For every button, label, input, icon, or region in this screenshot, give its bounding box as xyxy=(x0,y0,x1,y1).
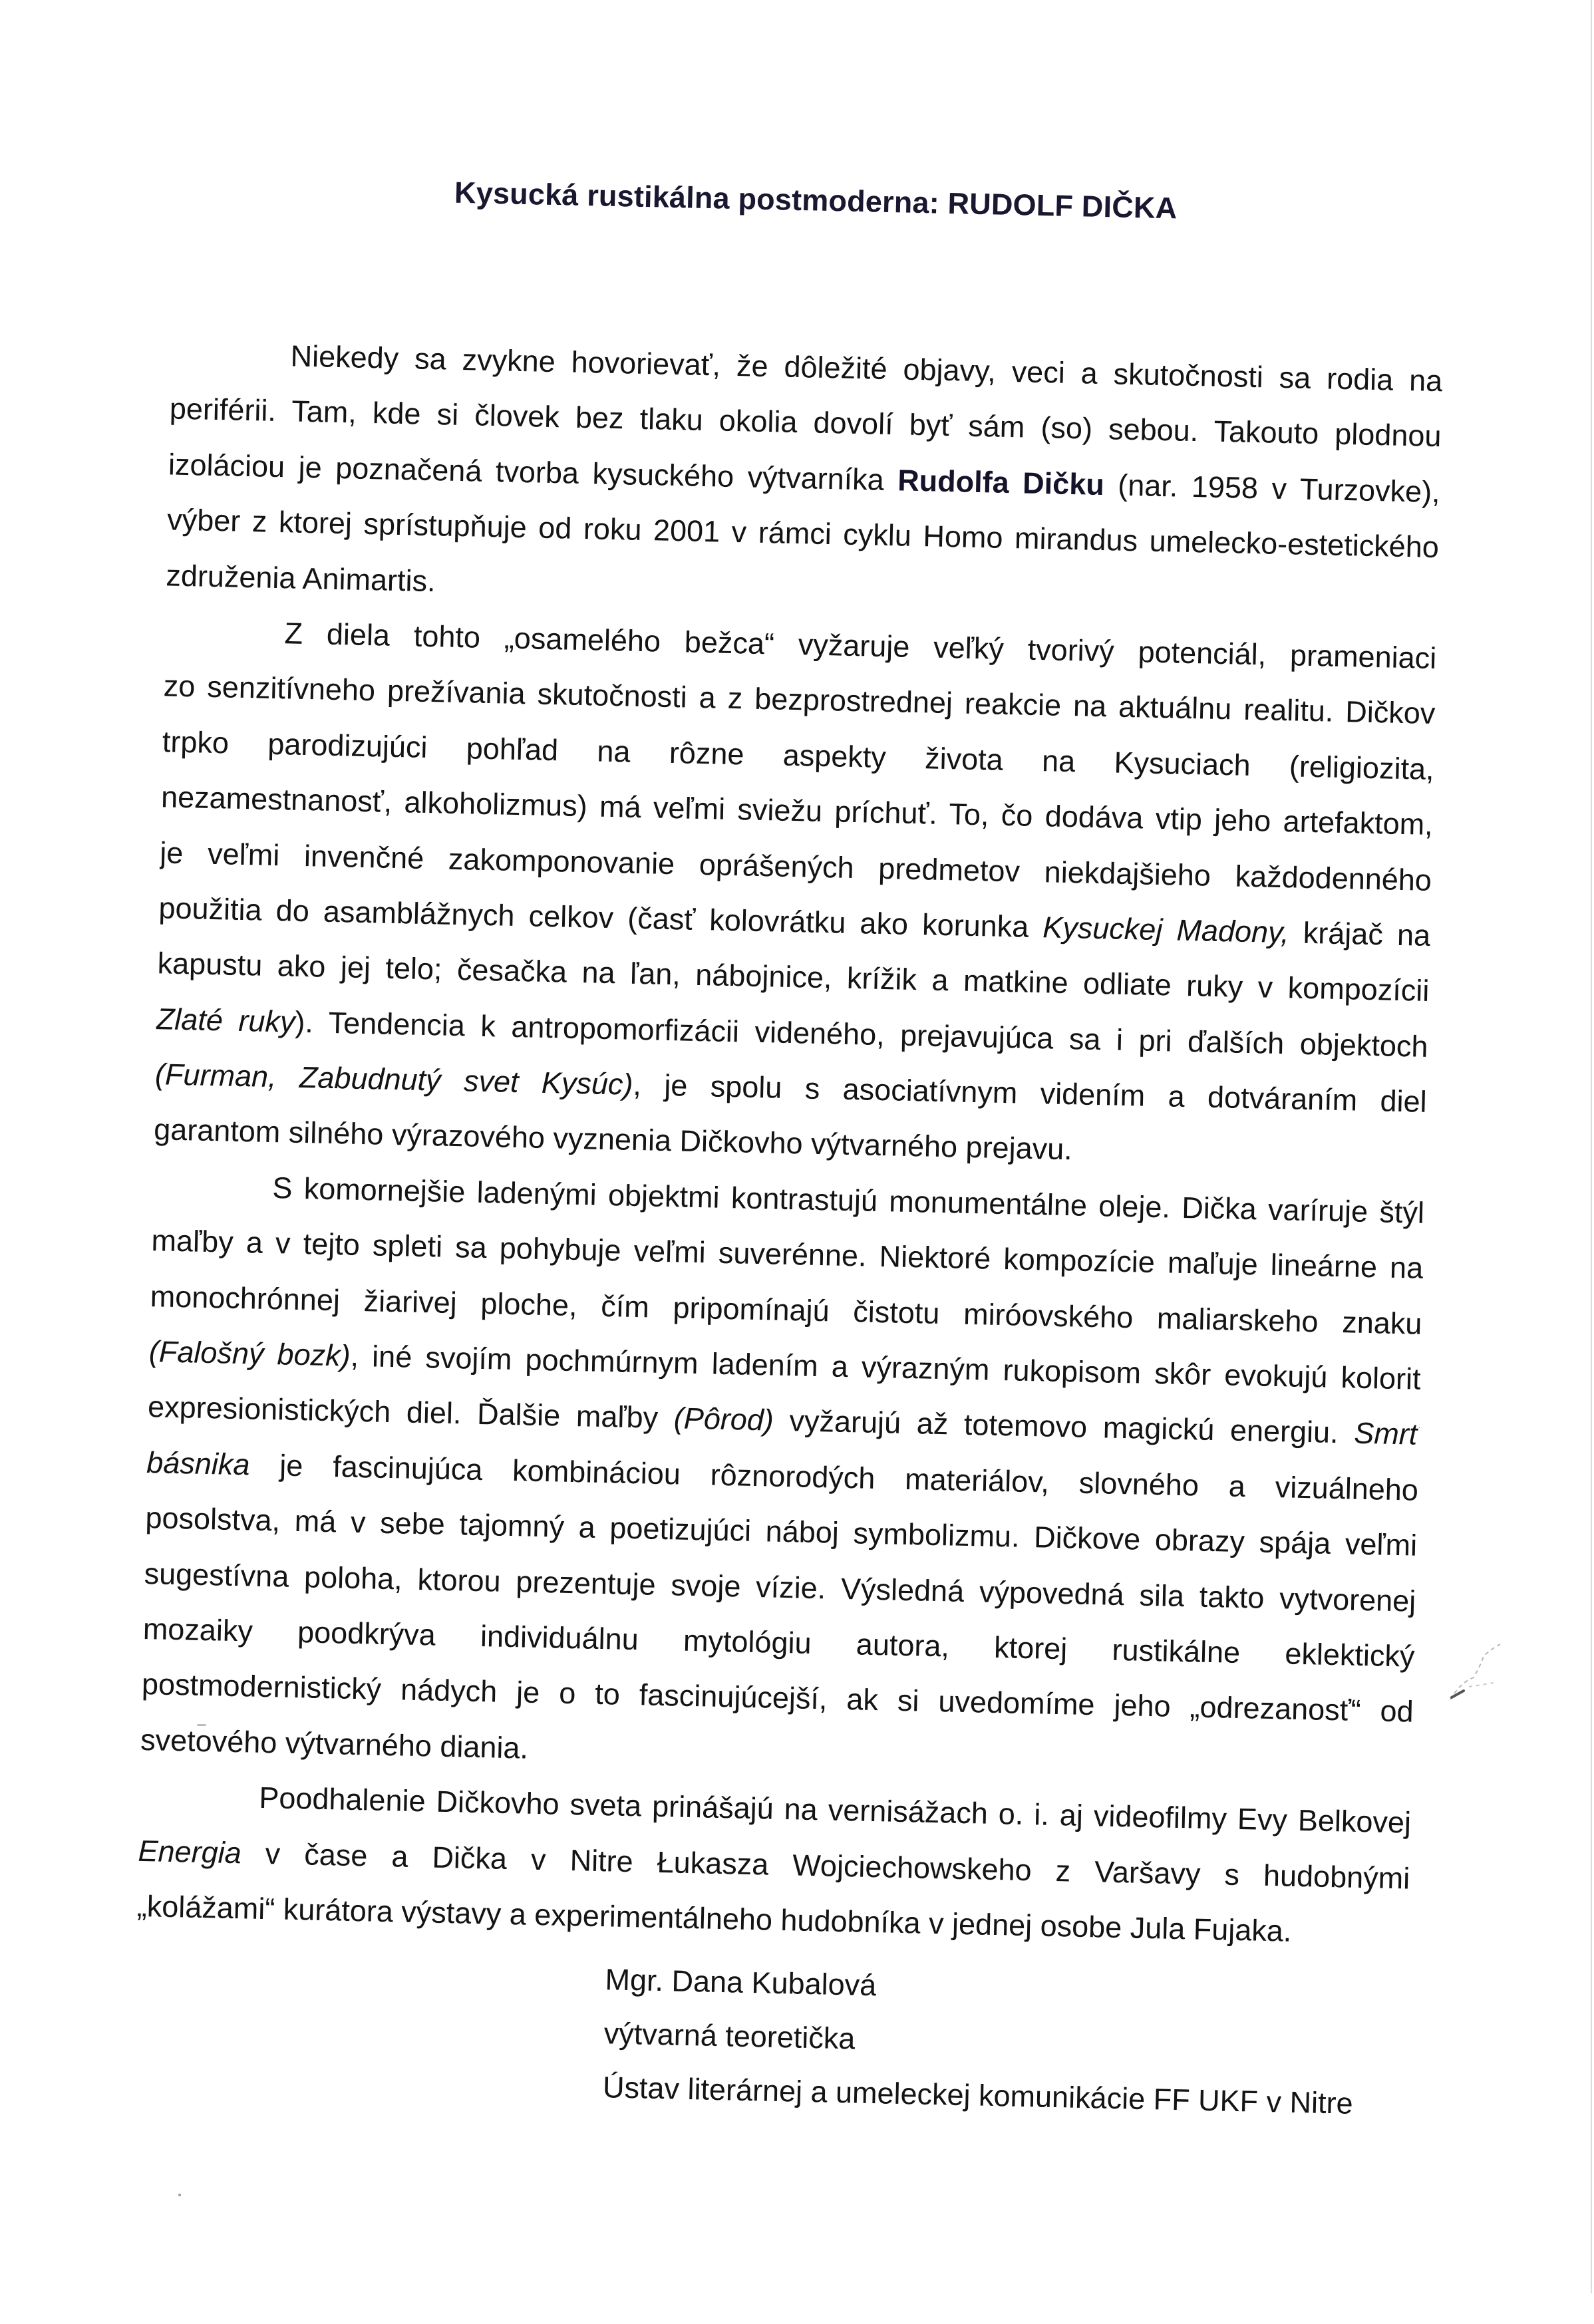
text-run: mozaiky poodkrýva individuálnu mytológiu autora, ktorej rustikálne eklektický xyxy=(142,1611,1416,1673)
text-run: ). Tendencia k antropomorfizácii videného, prejavujúca sa i pri ďalších objektoch xyxy=(294,1004,1429,1064)
text-run: Poodhalenie Dičkovho sveta prinášajú na vernisážach o. i. aj videofilmy Evy Belkovej xyxy=(258,1780,1412,1840)
artwork-title: Zlaté ruky xyxy=(156,1001,296,1039)
text-run: monochrónnej žiarivej ploche, čím pripomínajú čistotu miróovského maliarskeho znaku xyxy=(150,1278,1422,1341)
text-run: výber z ktorej sprístupňuje od roku 2001 v rámci cyklu Homo mirandus umelecko-estetického xyxy=(166,502,1440,565)
text-run: krájač na xyxy=(1289,915,1431,952)
text-run: je fascinujúca kombináciou rôznorodých materiálov, slovného a vizuálneho xyxy=(249,1447,1419,1507)
text-run: Z diela tohto „osamelého bežca“ vyžaruje veľký tvorivý potenciál, prameniaci xyxy=(284,616,1437,675)
document-title: Kysucká rustikálna postmoderna: RUDOLF DIČKA xyxy=(454,175,1178,225)
artwork-title: básnika xyxy=(146,1445,250,1482)
text-run: periférii. Tam, kde si človek bez tlaku okolia dovolí byť sám (so) sebou. Takouto plodnou xyxy=(169,391,1442,454)
text-run: , iné svojím pochmúrnym ladením a výrazným rukopisom skôr evokujú kolorit xyxy=(350,1338,1422,1396)
paragraph xyxy=(140,1157,1425,1795)
text-run: nezamestnanosť, alkoholizmus) má veľmi sviežu príchuť. To, čo dodáva vtip jeho artefaktom, xyxy=(160,780,1434,842)
text-run: v čase a Dička v Nitre Łukasza Wojciechowskeho z Varšavy s hudobnými xyxy=(241,1835,1410,1896)
text-run: S komornejšie ladenými objektmi kontrastujú monumentálne oleje. Dička varíruje štýl xyxy=(271,1170,1425,1230)
artwork-title: Energia xyxy=(138,1833,242,1870)
author-name: Mgr. Dana Kubalová xyxy=(605,1962,877,2003)
text-run: (nar. 1958 v Turzovke), xyxy=(1104,467,1441,509)
artist-name: Rudolfa Dičku xyxy=(897,463,1105,502)
paragraph xyxy=(153,603,1437,1185)
artwork-title: Kysuckej Madony, xyxy=(1042,910,1290,950)
text-run: trpko parodizujúci pohľad na rôzne aspekty života na Kysuciach (religiozita, xyxy=(162,724,1435,786)
text-run: kapustu ako jej telo; česačka na ľan, nábojnice, krížik a matkine odliate ruky v kompozícii xyxy=(157,946,1430,1008)
paragraph xyxy=(136,1767,1412,1961)
text-run: združenia Animartis. xyxy=(165,557,436,598)
text-run: posolstva, má v sebe tajomný a poetizujúci náboj symbolizmu. Dičkove obrazy spája veľmi xyxy=(144,1501,1418,1562)
text-run: použitia do asamblážnych celkov (časť kolovrátku ako korunka xyxy=(158,891,1043,944)
text-run: expresionistických diel. Ďalšie maľby xyxy=(147,1389,675,1435)
article-body xyxy=(136,325,1443,1961)
text-run: postmodernistický nádych je o to fascinujúcejší, ak si uvedomíme jeho „odrezanosť“ od xyxy=(141,1667,1414,1729)
text-run: vyžarujú až totemovo magickú energiu. xyxy=(773,1403,1355,1451)
artwork-title: (Falošný bozk) xyxy=(148,1334,351,1373)
text-run: izoláciou je poznačená tvorba kysuckého výtvarníka xyxy=(168,447,898,498)
text-run: maľby a v tejto spleti sa pohybuje veľmi suverénne. Niektoré kompozície maľuje lineárne na xyxy=(151,1223,1424,1286)
signature-block xyxy=(602,1952,1356,2130)
paragraph xyxy=(166,325,1444,631)
artwork-title: Smrť xyxy=(1353,1416,1420,1452)
artwork-title: (Furman, Zabudnutý svet Kysúc) xyxy=(154,1057,634,1101)
text-run: Niekedy sa zvykne hovorievať, že dôležité objavy, veci a skutočnosti sa rodia na xyxy=(290,339,1443,398)
text-run: je veľmi invenčné zakomponovanie oprášených predmetov niekdajšieho každodenného xyxy=(159,835,1432,897)
artwork-title: (Pôrod) xyxy=(673,1401,774,1437)
text-run: sugestívna poloha, ktorou prezentuje svoje vízie. Výsledná výpovedná sila takto vytvorenej xyxy=(144,1556,1416,1618)
text-run: zo senzitívneho prežívania skutočnosti a z bezprostrednej reakcie na aktuálnu realitu. Dičkov xyxy=(163,668,1436,731)
text-run: , je spolu s asociatívnym videním a dotváraním diel xyxy=(632,1067,1428,1119)
text-run: garantom silného výrazového vyznenia Dičkovho výtvarného prejavu. xyxy=(153,1112,1073,1167)
author-role: výtvarná teoretička xyxy=(603,2016,856,2056)
text-run: svetového výtvarného diania. xyxy=(140,1722,529,1765)
text-run: „kolážami“ kurátora výstavy a experimentálneho hudobníka v jednej osobe Jula Fujaka. xyxy=(136,1888,1292,1948)
author-institution: Ústav literárnej a umeleckej komunikácie FF UKF v Nitre xyxy=(602,2070,1354,2120)
